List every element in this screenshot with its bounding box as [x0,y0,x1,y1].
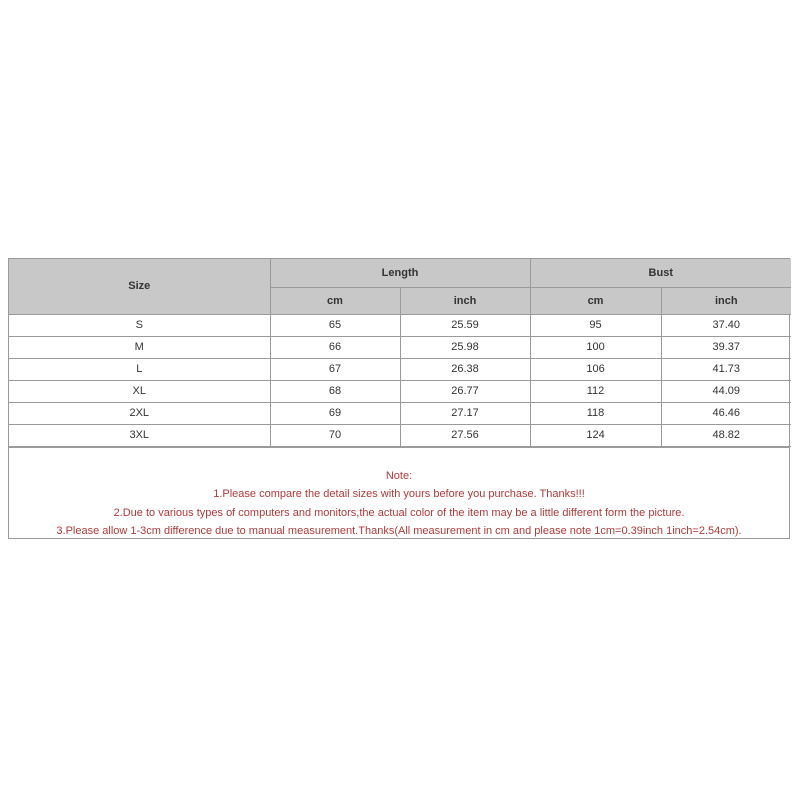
table-row [9,336,791,358]
length-inch-cell: 25.59 [400,314,530,336]
note-line-2: 2.Due to various types of computers and monitors,the actual color of the item may be a little different form the picture. [113,506,685,519]
table-row [9,358,791,380]
length-cm-cell: 68 [270,380,400,402]
length-inch-cell: 27.56 [400,424,530,446]
bust-cm-cell: 112 [530,380,661,402]
size-cell: M [9,336,270,358]
bust-inch-cell: 48.82 [661,424,791,446]
size-cell: S [9,314,270,336]
length-inch-cell: 25.98 [400,336,530,358]
table-row [9,380,791,402]
length-inch-cell: 27.17 [400,402,530,424]
table-row [9,402,791,424]
table-row [9,424,791,446]
bust-inch-cell: 44.09 [661,380,791,402]
header-bust-cm: cm [530,287,661,314]
size-cell: L [9,358,270,380]
header-length-inch: inch [400,287,530,314]
table-row [9,314,791,336]
header-length: Length [270,259,530,287]
header-row-top [9,259,791,287]
bust-inch-cell: 41.73 [661,358,791,380]
length-inch-cell: 26.38 [400,358,530,380]
length-cm-cell: 67 [270,358,400,380]
header-size: Size [9,259,270,314]
size-cell: XL [9,380,270,402]
header-bust: Bust [530,259,791,287]
bust-cm-cell: 100 [530,336,661,358]
length-cm-cell: 70 [270,424,400,446]
note-line-1: 1.Please compare the detail sizes with yours before you purchase. Thanks!!! [213,488,585,500]
bust-cm-cell: 95 [530,314,661,336]
bust-inch-cell: 46.46 [661,402,791,424]
bust-cm-cell: 106 [530,358,661,380]
size-table [9,259,791,447]
bust-cm-cell: 124 [530,424,661,446]
size-chart [8,258,790,539]
length-cm-cell: 65 [270,314,400,336]
bust-inch-cell: 37.40 [661,314,791,336]
length-cm-cell: 69 [270,402,400,424]
bust-inch-cell: 39.37 [661,336,791,358]
length-cm-cell: 66 [270,336,400,358]
notes-section [9,447,789,538]
length-inch-cell: 26.77 [400,380,530,402]
bust-cm-cell: 118 [530,402,661,424]
size-cell: 2XL [9,402,270,424]
notes-title: Note: [385,469,413,482]
header-length-cm: cm [270,287,400,314]
note-line-3: 3.Please allow 1-3cm difference due to manual measurement.Thanks(All measurement in cm and please note 1cm=0.39inch 1inch=2.54cm). [56,525,742,537]
size-cell: 3XL [9,424,270,446]
header-bust-inch: inch [661,287,791,314]
